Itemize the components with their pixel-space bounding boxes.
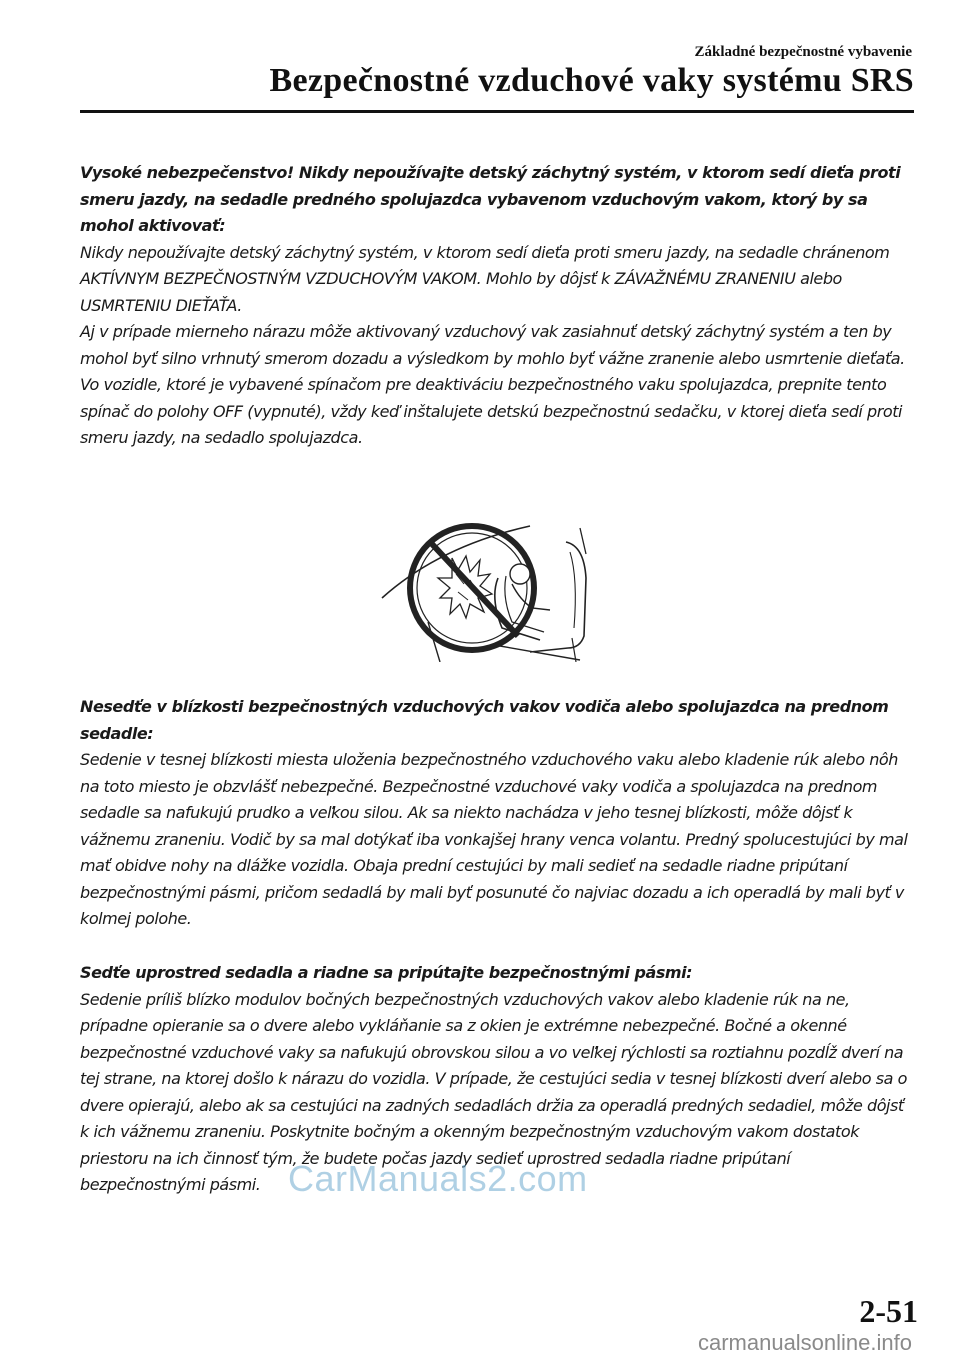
prohibited-rear-facing-child-seat-airbag-icon (380, 518, 600, 662)
section-header: Základné bezpečnostné vybavenie (694, 44, 912, 60)
page-title: Bezpečnostné vzduchové vaky systému SRS (269, 62, 914, 99)
warning-paragraph: Sedenie príliš blízko modulov bočných bezpečnostných vzduchových vakov alebo kladenie rúk na ne, prípadne opieranie sa o dvere alebo vykláňanie sa z okien je extrémne nebezpečné. Bočné a okenné bezpečnostné vzduchové vaky sa nafukujú obrovskou silou a vo veľkej rýchlosti sa roztiahnu pozdĺž dverí na tej strane, na ktorej došlo k nárazu do vozidla. V prípade, že cestujúci sedia v tesnej blízkosti dverí alebo sa o dvere opierajú, alebo ak sa cestujúci na zadných sedadlách držia za operadlá predných sedadiel, môže dôjsť k ich vážnemu zraneniu. Poskytnite bočným a okenným bezpečnostným vzduchovým vakom dostatok priestoru na ich činnosť tým, že budete počas jazdy sedieť uprostred sedadla riadne pripútaní bezpečnostnými pásmi. (80, 989, 907, 1194)
page-number: 2-51 (859, 1293, 918, 1329)
warning-heading: Vysoké nebezpečenstvo! Nikdy nepoužívajte detský záchytný systém, v ktorom sedí dieťa proti smeru jazdy, na sedadle predného spolujazdca vybavenom vzduchovým vakom, ktorý by sa mohol aktivovať: (80, 163, 901, 235)
warning-sit-away-from-front-airbags (80, 694, 910, 933)
warning-paragraph: Sedenie v tesnej blízkosti miesta uloženia bezpečnostného vzduchového vaku alebo kladenie rúk alebo nôh na toto miesto je obzvlášť nebezpečné. Bezpečnostné vzduchové vaky vodiča a spolujazdca na prednom sedadle sa nafukujú prudko a veľkou silou. Ak sa niekto nachádza v jeho tesnej blízkosti, môže dôjsť k vážnemu zraneniu. Vodič by sa mal dotýkať iba vonkajšej hrany venca volantu. Predný spolucestujúci by mal mať obidve nohy na dlážke vozidla. Obaja prední cestujúci by mali sedieť na sedadle riadne pripútaní bezpečnostnými pásmi, pričom sedadlá by mali byť posunuté čo najviac dozadu a ich operadlá by mali byť v kolmej polohe. (80, 750, 908, 928)
header-divider (80, 110, 914, 113)
footer-url: carmanualsonline.info (697, 1330, 912, 1355)
warning-rear-facing-child-seat (80, 160, 910, 452)
warning-heading: Sedťe uprostred sedadla a riadne sa pripútajte bezpečnostnými pásmi: (80, 963, 693, 982)
watermark: CarManuals2.com (288, 1158, 588, 1199)
warning-heading: Nesedťe v blízkosti bezpečnostných vzduchových vakov vodiča alebo spolujazdca na prednom sedadle: (80, 697, 889, 743)
warning-paragraph: Nikdy nepoužívajte detský záchytný systém, v ktorom sedí dieťa proti smeru jazdy, na sedadle chránenom AKTÍVNYM BEZPEČNOSTNÝM VZDUCHOVÝM VAKOM. Mohlo by dôjsť k ZÁVAŽNÉMU ZRANENIU alebo USMRTENIU DIEŤAŤA. (80, 242, 890, 315)
warning-paragraph: Aj v prípade mierneho nárazu môže aktivovaný vzduchový vak zasiahnuť detský záchytný systém a ten by mohol byť silno vrhnutý smerom dozadu a výsledkom by mohlo byť vážne zranenie alebo usmrtenie dieťaťa. Vo vozidle, ktoré je vybavené spínačom pre deaktiváciu bezpečnostného vaku spolujazdca, prepnite tento spínač do polohy OFF (vypnuté), vždy keď inštalujete detskú bezpečnostnú sedačku, v ktorej dieťa sedí proti smeru jazdy, na sedadlo spolujazdca. (80, 322, 905, 447)
